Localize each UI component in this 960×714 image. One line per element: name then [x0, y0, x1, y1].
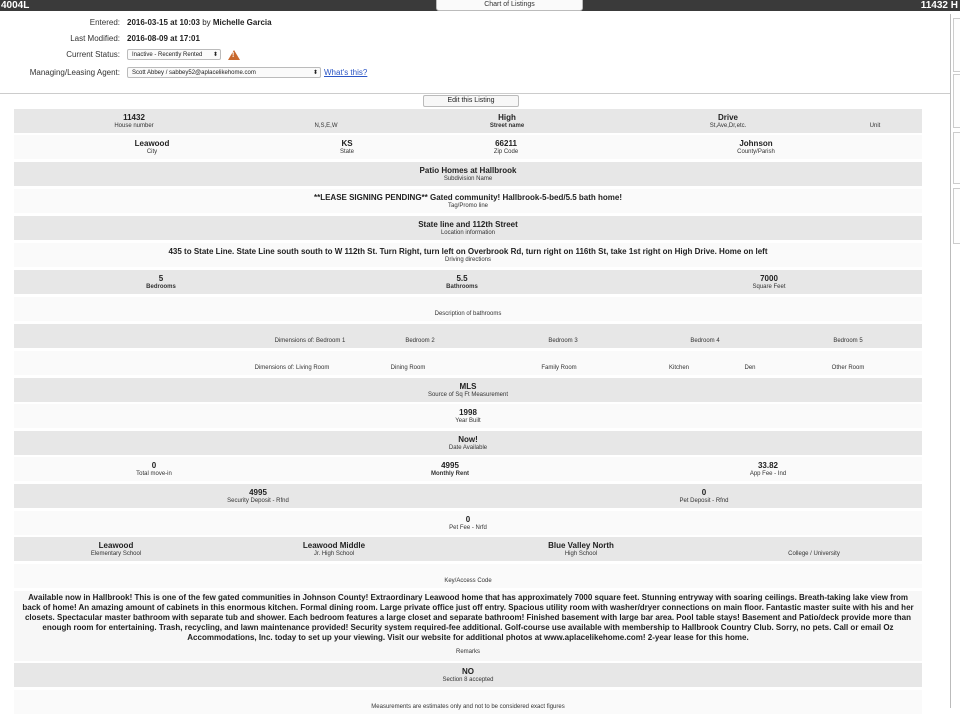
- city-caption: City: [146, 149, 158, 155]
- year-built-row: [14, 404, 922, 428]
- schools-row: [14, 537, 922, 561]
- key-code-caption: Key/Access Code: [444, 578, 492, 584]
- direction-cell: [276, 113, 376, 130]
- county-caption: County/Parish: [737, 149, 775, 155]
- side-panel: [950, 14, 960, 708]
- year-built: 1998: [459, 408, 477, 417]
- directions-row: [14, 243, 922, 267]
- key-code-row: [14, 564, 922, 588]
- living-room-caption: Dimensions of: Living Room: [254, 365, 330, 371]
- zip: 66211: [495, 139, 517, 148]
- street-type-caption: St,Ave,Dr,etc.: [709, 123, 747, 129]
- sqft-source-row: [14, 378, 922, 402]
- chart-of-listings-button[interactable]: Chart of Listings: [436, 0, 583, 11]
- street-type-cell: [678, 113, 778, 130]
- entered-label: Entered:: [89, 18, 120, 27]
- pet-deposit: 0: [701, 488, 707, 497]
- sqft-source: MLS: [459, 382, 477, 391]
- monthly-rent-caption: Monthly Rent: [431, 471, 469, 477]
- other-room-caption: Other Room: [831, 365, 865, 371]
- tagline-row: [14, 189, 922, 213]
- county-cell: [706, 139, 806, 156]
- sqft-cell: [719, 274, 819, 291]
- state-cell: [297, 139, 397, 156]
- zip-caption: Zip Code: [493, 149, 519, 155]
- high-school: Blue Valley North: [548, 541, 614, 550]
- deposit-row: [14, 484, 922, 508]
- den-caption: Den: [744, 365, 756, 371]
- pet-fee: 0: [465, 515, 471, 524]
- pet-fee-row: [14, 511, 922, 535]
- subdivision: Patio Homes at Hallbrook: [419, 166, 517, 175]
- address-row: [14, 109, 922, 133]
- status-select[interactable]: [127, 49, 221, 60]
- bathrooms: 5.5: [456, 274, 468, 283]
- directions: 435 to State Line. State Line south south to W 112th St. Turn Right, turn left on Overbrook Rd, turn right on 116th St, take 1st right on High Drive. Home on left: [168, 247, 768, 256]
- monthly-rent: 4995: [441, 461, 459, 470]
- directions-cell: [14, 247, 922, 264]
- select-arrows-icon: ⬍: [312, 70, 318, 76]
- pet-fee-caption: Pet Fee - Nrfd: [449, 525, 487, 531]
- side-panel-box[interactable]: [953, 188, 960, 244]
- tagline-cell: [14, 193, 922, 210]
- junior-high-caption: Jr. High School: [313, 551, 355, 557]
- bathrooms-cell: [412, 274, 512, 291]
- county: Johnson: [739, 139, 773, 148]
- location-cell: [14, 220, 922, 237]
- total-move-in-caption: Total move-in: [136, 471, 172, 477]
- location-row: [14, 216, 922, 240]
- agent-label: Managing/Leasing Agent:: [29, 68, 120, 77]
- location-caption: Location information: [440, 230, 496, 236]
- section8-value: NO: [462, 667, 474, 676]
- year-built-caption: Year Built: [455, 418, 481, 424]
- rent-row: [14, 457, 922, 481]
- zip-cell: [456, 139, 556, 156]
- bedrooms-caption: Bedrooms: [146, 284, 176, 290]
- remarks-caption: Remarks: [455, 649, 480, 655]
- app-fee-caption: App Fee - Ind: [749, 471, 787, 477]
- status-row: [0, 48, 260, 62]
- bath-description-cell: [14, 301, 922, 318]
- directions-caption: Driving directions: [444, 257, 492, 263]
- tagline: **LEASE SIGNING PENDING** Gated community! Hallbrook-5-bed/5.5 bath home!: [313, 193, 623, 202]
- listing-id-left: 4004L: [1, 0, 30, 11]
- agent-select[interactable]: [127, 67, 321, 78]
- entered-name: Michelle Garcia: [212, 18, 272, 27]
- junior-high-school: Leawood Middle: [302, 541, 366, 550]
- agent-row: [0, 66, 400, 80]
- street-type: Drive: [717, 113, 738, 122]
- kitchen-caption: Kitchen: [668, 365, 689, 371]
- city-cell: [102, 139, 202, 156]
- status-value: Inactive - Recently Rented: [132, 52, 203, 58]
- rooms-row: [14, 270, 922, 294]
- family-room-caption: Family Room: [541, 365, 577, 371]
- subdivision-caption: Subdivision Name: [443, 176, 493, 182]
- section8-caption: Section 8 accepted: [442, 677, 494, 683]
- street-name-caption: Street name: [489, 123, 525, 129]
- house-number: 11432: [123, 113, 145, 122]
- remarks-text: Available now in Hallbrook! This is one of the few gated communities in Johnson County! Extraordinary Leawood home that has approximately 7000 square feet. Stunning entryway with soaring ceilings. Breath-taking lake view from back of home! An amazing amount of cabinets in this enormous kitchen. Formal dining room. Large private office just off entry. Spacious utility room with washer/dryer connections on main floor. Fantastic master suite with his and her closets. Spectacular master bathroom with separate tub and shower. Each bedroom features a large closet and separate bathroom! Finished basement with large bar area. Pool table stays! Basement and Patio/deck provide more than enough room for entertaining. Trash, recycling, and lawn maintenance provided! Security system required-fee additional. Golf-course use available with membership to Hallbrook Country Club. Sorry, no pets. Call or email Oz Accommodations, Inc. today to set up your viewing. Visit our website for additional photos at www.aplacelikehome.com! 2-year lease for this home.: [22, 593, 914, 642]
- side-panel-box[interactable]: [953, 132, 960, 184]
- state: KS: [341, 139, 353, 148]
- state-caption: State: [339, 149, 354, 155]
- subdivision-row: [14, 162, 922, 186]
- bath-description-row: [14, 297, 922, 321]
- house-number-caption: House number: [114, 123, 154, 129]
- select-arrows-icon: ⬍: [212, 52, 218, 58]
- street-name: High: [498, 113, 516, 122]
- sqft-source-caption: Source of Sq Ft Measurement: [427, 392, 509, 398]
- subdivision-cell: [14, 166, 922, 183]
- app-fee: 33.82: [757, 461, 779, 470]
- agent-value: Scott Abbey / sabbey52@aplacelikehome.com: [132, 70, 256, 76]
- date-available: Now!: [458, 435, 478, 444]
- divider: [0, 93, 950, 94]
- elementary-caption: Elementary School: [90, 551, 142, 557]
- unit-caption: Unit: [869, 123, 881, 129]
- high-school-caption: High School: [564, 551, 598, 557]
- bedroom4-caption: Bedroom 4: [690, 338, 720, 344]
- bedroom-dimensions-row: [14, 324, 922, 348]
- city-row: [14, 135, 922, 159]
- bedroom5-caption: Bedroom 5: [833, 338, 863, 344]
- bath-description-caption: Description of bathrooms: [434, 311, 502, 317]
- bedrooms: 5: [158, 274, 164, 283]
- total-move-in: 0: [151, 461, 157, 470]
- side-panel-box[interactable]: [953, 74, 960, 128]
- modified-label: Last Modified:: [70, 34, 120, 43]
- street-name-cell: [457, 113, 557, 130]
- location: State line and 112th Street: [418, 220, 518, 229]
- room-dimensions-row: [14, 351, 922, 375]
- house-number-cell: [84, 113, 184, 130]
- remarks-row: [14, 591, 922, 661]
- bathrooms-caption: Bathrooms: [446, 284, 478, 290]
- listing-id-right: 11432 H: [920, 0, 958, 11]
- unit-cell: [850, 113, 900, 130]
- pet-deposit-caption: Pet Deposit - Rfnd: [679, 498, 729, 504]
- entered-value: 2016-03-15 at 10:03: [127, 18, 200, 27]
- entered-by: by: [202, 18, 211, 27]
- security-deposit-caption: Security Deposit - Rfnd: [227, 498, 289, 504]
- top-bar: [0, 0, 960, 11]
- bedrooms-cell: [111, 274, 211, 291]
- city: Leawood: [134, 139, 170, 148]
- sqft-caption: Square Feet: [752, 284, 786, 290]
- security-deposit: 4995: [249, 488, 267, 497]
- direction-caption: N,S,E,W: [314, 123, 338, 129]
- side-panel-box[interactable]: [953, 18, 960, 72]
- date-available-caption: Date Available: [448, 445, 488, 451]
- edit-listing-button[interactable]: Edit this Listing: [423, 95, 519, 107]
- measurement-note-row: [14, 690, 922, 714]
- dining-room-caption: Dining Room: [390, 365, 426, 371]
- whats-this-link[interactable]: What's this?: [324, 68, 368, 77]
- status-label: Current Status:: [66, 50, 120, 59]
- date-available-row: [14, 431, 922, 455]
- elementary-school: Leawood: [98, 541, 134, 550]
- measurement-note: Measurements are estimates only and not to be considered exact figures: [371, 704, 565, 710]
- warning-icon[interactable]: !: [228, 50, 240, 60]
- bedroom1-caption: Dimensions of: Bedroom 1: [274, 338, 346, 344]
- bedroom2-caption: Bedroom 2: [405, 338, 435, 344]
- bedroom3-caption: Bedroom 3: [548, 338, 578, 344]
- tagline-caption: Tag/Promo line: [447, 203, 489, 209]
- square-feet: 7000: [760, 274, 778, 283]
- section8-row: [14, 663, 922, 687]
- modified-value: 2016-08-09 at 17:01: [127, 34, 200, 43]
- college-caption: College / University: [788, 551, 840, 557]
